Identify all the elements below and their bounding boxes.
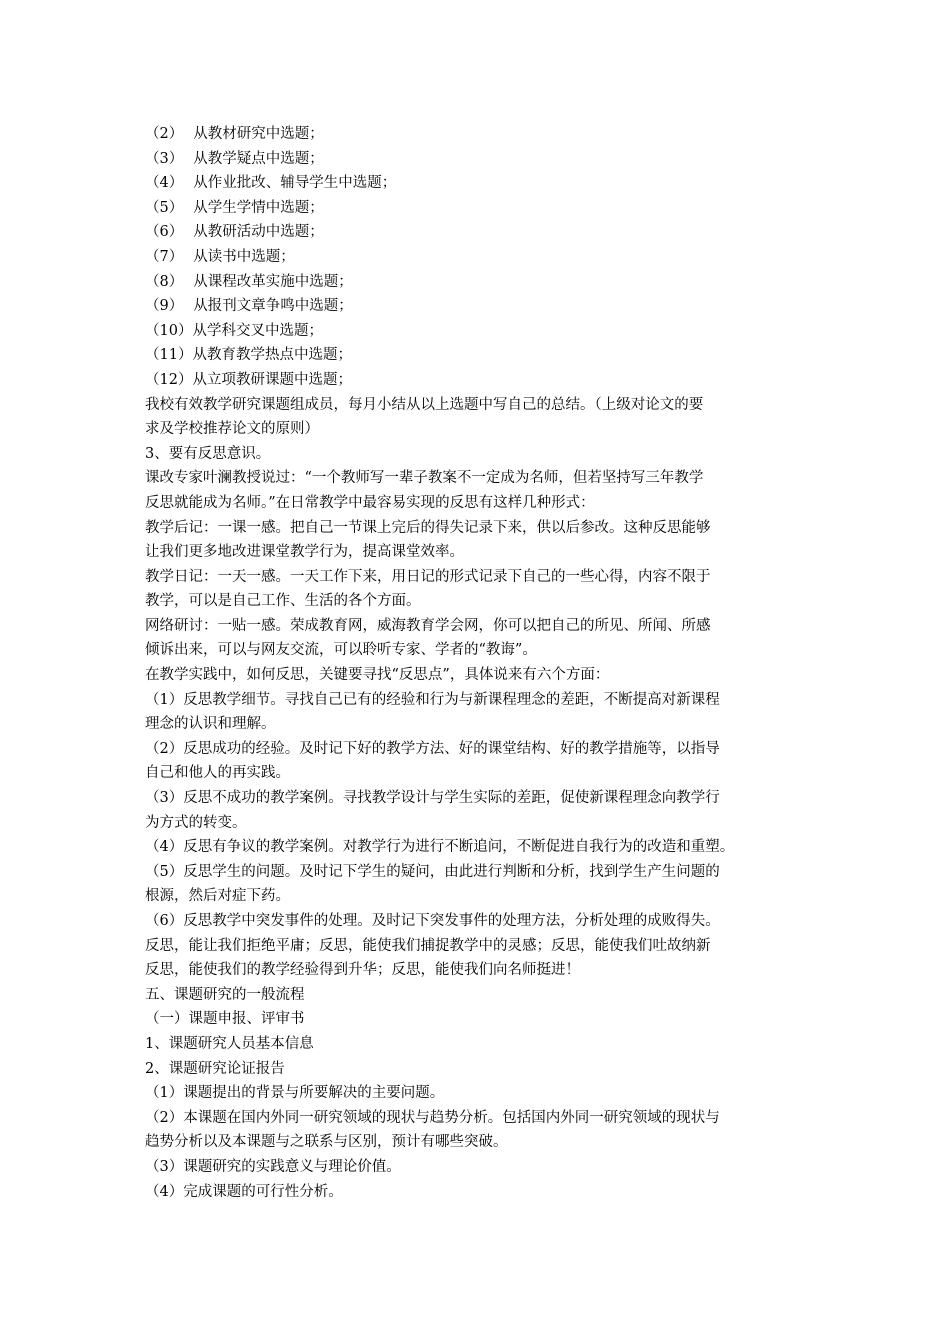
paragraph-line: 在教学实践中，如何反思，关键要寻找“反思点”，具体说来有六个方面： <box>145 667 610 684</box>
body-text <box>145 393 813 1205</box>
list-text: 从教研活动中选题； <box>193 224 324 241</box>
list-item <box>145 220 813 245</box>
paragraph-line: （1）课题提出的背景与所要解决的主要问题。 <box>145 1085 445 1102</box>
list-number: （5） <box>145 199 184 216</box>
paragraph-line: （4）完成课题的可行性分析。 <box>145 1183 343 1200</box>
list-item <box>145 368 813 393</box>
list-item <box>145 343 813 368</box>
paragraph-line: （2）反思成功的经验。及时记下好的教学方法、好的课堂结构、好的教学措施等，以指导 <box>145 740 720 757</box>
list-text: 从作业批改、辅导学生中选题； <box>193 175 397 192</box>
paragraph-line: 教学日记：一天一感。一天工作下来，用日记的形式记录下自己的一些心得，内容不限于 <box>145 568 711 585</box>
list-item <box>145 122 813 147</box>
paragraph-line: 让我们更多地改进课堂教学行为，提高课堂效率。 <box>145 544 464 561</box>
list-item <box>145 147 813 172</box>
paragraph-line: 反思，能让我们拒绝平庸；反思，能使我们捕捉教学中的灵感；反思，能使我们吐故纳新 <box>145 937 711 954</box>
subsection-heading: （一）课题申报、评审书 <box>145 1011 305 1028</box>
paragraph-line: （3）课题研究的实践意义与理论价值。 <box>145 1158 401 1175</box>
list-text: 从教材研究中选题； <box>193 126 324 142</box>
paragraph-line: 自己和他人的再实践。 <box>145 765 290 782</box>
list-item <box>145 270 813 295</box>
topic-source-list <box>145 122 813 393</box>
list-item <box>145 245 813 270</box>
list-number: （12） <box>145 371 193 388</box>
list-text: 从立项教研课题中选题； <box>192 371 352 388</box>
list-text: 从报刊文章争鸣中选题； <box>193 298 353 315</box>
list-number: （10） <box>145 322 193 339</box>
paragraph-line: （1）反思教学细节。寻找自己已有的经验和行为与新课程理念的差距，不断提高对新课程 <box>145 691 720 708</box>
list-number: （9） <box>145 298 184 315</box>
document-page <box>145 122 813 1204</box>
paragraph-line: 教学，可以是自己工作、生活的各个方面。 <box>145 593 421 610</box>
paragraph-line: 根源，然后对症下药。 <box>145 888 290 905</box>
paragraph-line: 网络研讨：一贴一感。荣成教育网，威海教育学会网，你可以把自己的所见、所闻、所感 <box>145 617 711 634</box>
paragraph-line: 2、课题研究论证报告 <box>145 1060 285 1077</box>
list-item <box>145 171 813 196</box>
list-number: （7） <box>145 248 184 265</box>
list-number: （4） <box>145 175 184 192</box>
paragraph-line: 为方式的转变。 <box>145 814 247 831</box>
paragraph-line: （5）反思学生的问题。及时记下学生的疑问，由此进行判断和分析，找到学生产生问题的 <box>145 863 720 880</box>
paragraph-line: （6）反思教学中突发事件的处理。及时记下突发事件的处理方法，分析处理的成败得失。 <box>145 913 720 929</box>
list-item <box>145 294 813 319</box>
section-heading: 3、要有反思意识。 <box>145 445 271 462</box>
list-number: （11） <box>145 347 193 364</box>
paragraph-line: 倾诉出来，可以与网友交流，可以聆听专家、学者的“教诲”。 <box>145 642 537 659</box>
paragraph-line: 趋势分析以及本课题与之联系与区别，预计有哪些突破。 <box>145 1134 508 1151</box>
list-number: （8） <box>145 273 184 290</box>
paragraph-line: 反思，能使我们的教学经验得到升华；反思，能使我们向名师挺进！ <box>145 962 580 979</box>
paragraph-line: （3）反思不成功的教学案例。寻找教学设计与学生实际的差距，促使新课程理念向教学行 <box>145 790 720 807</box>
list-text: 从课程改革实施中选题； <box>193 273 353 290</box>
paragraph-line: 我校有效教学研究课题组成员，每月小结从以上选题中写自己的总结。（上级对论文的要 <box>145 396 704 413</box>
list-text: 从学科交叉中选题； <box>192 322 323 339</box>
list-number: （3） <box>145 150 184 167</box>
paragraph-line: 课改专家叶澜教授说过：“一个教师写一辈子教案不一定成为名师，但若坚持写三年教学 <box>145 470 704 487</box>
paragraph-line: 教学后记：一课一感。把自己一节课上完后的得失记录下来，供以后参改。这种反思能够 <box>145 519 711 536</box>
paragraph-line: 求及学校推荐论文的原则） <box>145 421 319 438</box>
list-text: 从教育教学热点中选题； <box>192 347 352 364</box>
list-item <box>145 196 813 221</box>
paragraph-line: 反思就能成为名师。”在日常教学中最容易实现的反思有这样几种形式： <box>145 494 595 511</box>
list-text: 从学生学情中选题； <box>193 199 324 216</box>
paragraph-line: （4）反思有争议的教学案例。对教学行为进行不断追问，不断促进自我行为的改造和重塑。 <box>145 839 735 856</box>
list-number: （6） <box>145 224 184 241</box>
section-heading: 五、课题研究的一般流程 <box>145 986 305 1003</box>
list-number: （2） <box>145 126 184 142</box>
paragraph-line: （2）本课题在国内外同一研究领域的现状与趋势分析。包括国内外同一研究领域的现状与 <box>145 1109 720 1126</box>
paragraph-line: 1、课题研究人员基本信息 <box>145 1035 314 1052</box>
list-item <box>145 319 813 344</box>
list-text: 从教学疑点中选题； <box>193 150 324 167</box>
paragraph-line: 理念的认识和理解。 <box>145 716 276 733</box>
list-text: 从读书中选题； <box>193 248 295 265</box>
